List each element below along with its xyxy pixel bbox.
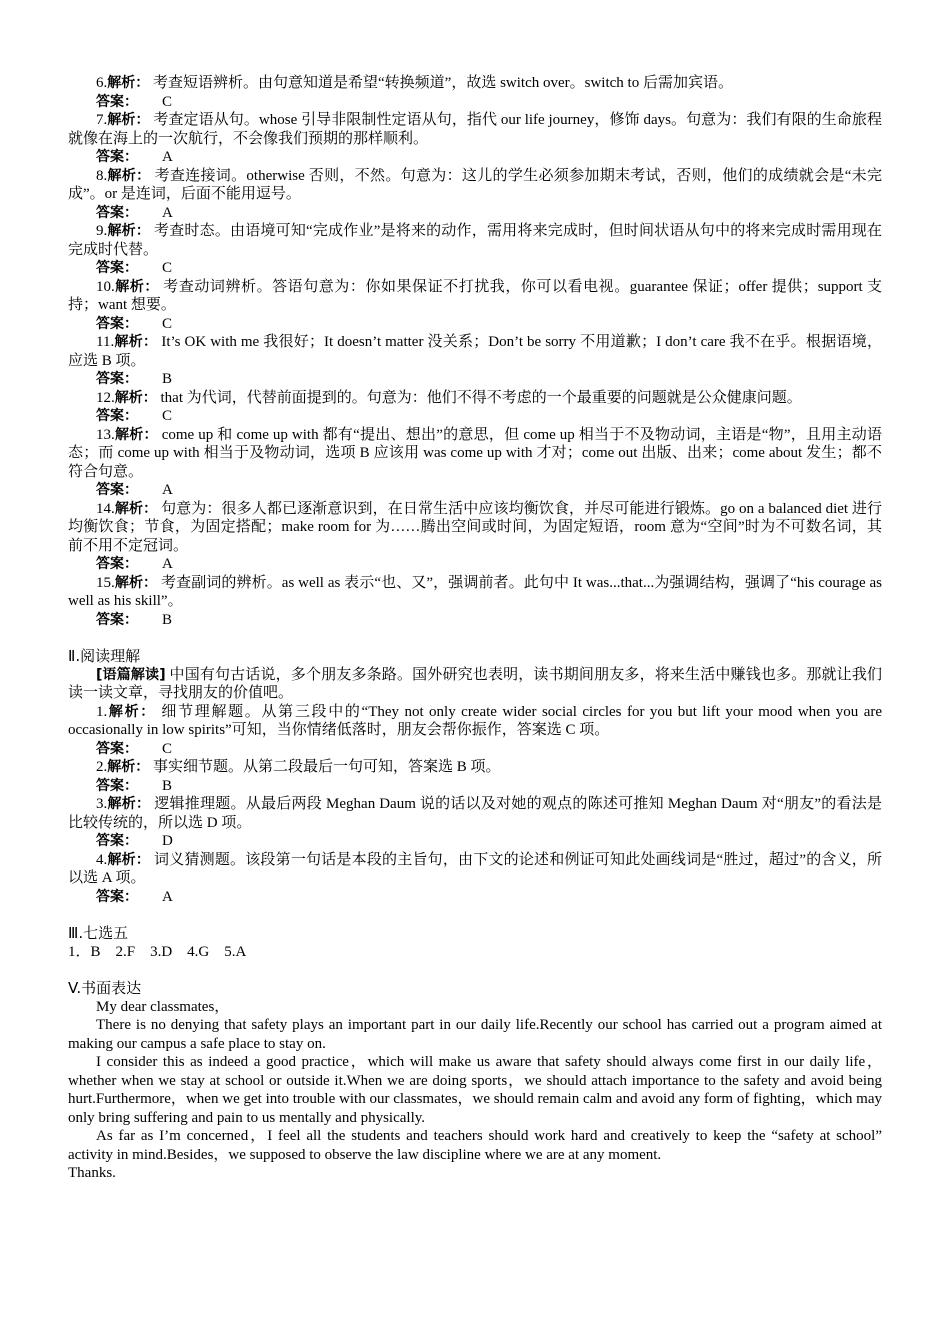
analysis-label: 解析： — [114, 278, 159, 295]
analysis-item — [68, 222, 882, 259]
item-number: 11. — [96, 334, 115, 350]
analysis-label: 解析： — [114, 389, 157, 406]
analysis-text: It’s OK with me 我很好；It doesn’t matter 没关系；Don’t be sorry 不用道歉；I don’t care 我不在乎。根据语境，应选 B 项。 — [68, 334, 883, 369]
letter-paragraph: As far as I’m concerned，I feel all the students and teachers should work hard and creatively to keep the “safety at school” activity in mind.Besides，we supposed to observe the law discipline where we are at any moment. — [68, 1128, 882, 1163]
analysis-label: 解析： — [114, 574, 158, 591]
answer-value: C — [162, 408, 173, 424]
answer-label: 答案： — [96, 888, 138, 905]
analysis-text: 事实细节题。从第二段最后一句可知，答案选 B 项。 — [153, 759, 501, 775]
answer-line — [68, 407, 882, 426]
answer-line — [68, 555, 882, 574]
section-heading: V.书面表达 — [68, 979, 142, 997]
analysis-item — [68, 74, 882, 93]
answer-line — [68, 832, 882, 851]
spacer — [68, 961, 882, 979]
analysis-item — [68, 500, 882, 556]
item-number: 6. — [96, 75, 108, 91]
answer-value: D — [162, 833, 173, 849]
answer-line — [68, 777, 882, 796]
analysis-label: 解析： — [107, 703, 156, 720]
item-number: 14. — [96, 500, 115, 517]
answer-line — [68, 148, 882, 167]
item-number: 13. — [96, 426, 115, 443]
analysis-item — [68, 851, 882, 888]
analysis-item — [68, 111, 882, 148]
analysis-text: 考查时态。由语境可知“完成作业”是将来的动作，需用将来完成时，但时间状语从句中的将来完成时需用现在完成时代替。 — [68, 223, 883, 258]
answer-label: 答案： — [96, 315, 138, 332]
analysis-label: 解析： — [114, 500, 158, 517]
item-number: 7. — [96, 112, 108, 128]
analysis-item — [68, 333, 882, 370]
analysis-text: 细节理解题。从第三段中的“They not only create wider social circles for you but lift your mood when you are occasionally in low spirits”可知，当你情绪低落时，朋友会帮你振作，答案选 C 项。 — [68, 703, 883, 738]
answer-value: A — [162, 556, 173, 572]
answer-value: B — [162, 777, 173, 794]
analysis-label: 解析： — [107, 167, 151, 184]
answer-label: 答案： — [96, 740, 138, 757]
answer-line — [68, 259, 882, 278]
analysis-item — [68, 703, 882, 740]
item-number: 4. — [96, 851, 108, 868]
analysis-item — [68, 795, 882, 832]
analysis-item — [68, 574, 882, 611]
answer-label: 答案： — [96, 371, 138, 387]
answer-label: 答案： — [96, 204, 138, 221]
analysis-label: 解析： — [107, 851, 151, 868]
answer-value: A — [162, 149, 173, 165]
spacer — [68, 906, 882, 924]
answer-line — [68, 740, 882, 759]
item-number: 8. — [96, 167, 108, 184]
answer-label: 答案： — [96, 408, 138, 424]
answer-value: B — [162, 611, 173, 628]
answer-value: A — [162, 204, 173, 221]
analysis-text: 逻辑推理题。从最后两段 Meghan Daum 说的话以及对她的观点的陈述可推知 Meghan Daum 对“朋友”的看法是比较传统的，所以选 D 项。 — [68, 796, 883, 831]
answer-line — [68, 888, 882, 907]
reading-intro — [68, 666, 882, 703]
analysis-label: 解析： — [107, 75, 150, 91]
answer-value: A — [162, 888, 173, 905]
document-page — [68, 74, 882, 1183]
analysis-item — [68, 426, 882, 482]
analysis-item — [68, 389, 882, 408]
item-number: 15. — [96, 574, 115, 591]
answer-value: C — [162, 260, 173, 276]
answer-value: B — [162, 371, 173, 387]
answer-line — [68, 315, 882, 334]
answer-label: 答案： — [96, 260, 138, 276]
writing-section — [68, 979, 882, 1183]
analysis-text: 考查副词的辨析。as well as 表示“也、又”，强调前者。此句中 It was...that...为强调结构，强调了“his courage as well as his skill”。 — [68, 574, 883, 609]
analysis-label: 解析： — [107, 223, 151, 239]
reading-section — [68, 647, 882, 906]
spacer — [68, 629, 882, 647]
letter-closing: Thanks. — [68, 1165, 116, 1181]
analysis-item — [68, 278, 882, 315]
answer-label: 答案： — [96, 611, 138, 628]
item-number: 3. — [96, 796, 108, 812]
seven-answers: 1．B 2.F 3.D 4.G 5.A — [68, 943, 247, 960]
answer-line — [68, 204, 882, 223]
answer-value: C — [162, 740, 173, 757]
analysis-text: 考查动词辨析。答语句意为：你如果保证不打扰我，你可以看电视。guarantee 保证；offer 提供；support 支持；want 想要。 — [68, 278, 883, 313]
analysis-text: come up 和 come up with 都有“提出、想出”的意思，但 come up 相当于不及物动词，主语是“物”，且用主动语态；而 come up with 相当于及物动词，选项 B 应该用 was come up with 才对；come out 出版、出来；come about 发生；都不符合句意。 — [68, 426, 882, 480]
section-heading: Ⅱ.阅读理解 — [68, 647, 141, 665]
answer-label: 答案： — [96, 482, 138, 498]
analysis-text: 考查短语辨析。由句意知道是希望“转换频道”，故选 switch over。switch to 后需加宾语。 — [153, 75, 733, 91]
analysis-text: that 为代词，代替前面提到的。句意为：他们不得不考虑的一个最重要的问题就是公众健康问题。 — [160, 389, 802, 406]
answer-label: 答案： — [96, 833, 138, 849]
analysis-text: 考查连接词。otherwise 否则，不然。句意为：这儿的学生必须参加期末考试，否则，他们的成绩就会是“未完成”。or 是连词，后面不能用逗号。 — [68, 167, 882, 202]
analysis-label: 解析： — [114, 426, 158, 443]
item-number: 1. — [96, 703, 108, 720]
item-number: 2. — [96, 759, 108, 775]
analysis-text: 句意为：很多人都已逐渐意识到，在日常生活中应该均衡饮食，并尽可能进行锻炼。go on a balanced diet 进行均衡饮食；节食，为固定搭配；make room for 为……腾出空间或时间，为固定短语，room 意为“空间”时为不可数名词，其前不用不定冠词。 — [68, 500, 883, 554]
answer-line — [68, 481, 882, 500]
answer-label: 答案： — [96, 777, 138, 794]
answer-label: 答案： — [96, 149, 138, 165]
analysis-label: 解析： — [107, 796, 151, 812]
answer-line — [68, 93, 882, 112]
letter-salutation: My dear classmates， — [96, 998, 230, 1015]
analysis-item — [68, 167, 882, 204]
analysis-section — [68, 74, 882, 629]
item-number: 10. — [96, 278, 115, 295]
analysis-label: 解析： — [107, 759, 150, 775]
answer-value: C — [162, 315, 173, 332]
intro-text: 中国有句古话说，多个朋友多条路。国外研究也表明，读书期间朋友多，将来生活中赚钱也多。那就让我们读一读文章，寻找朋友的价值吧。 — [68, 666, 883, 701]
intro-label: [语篇解读] — [96, 666, 166, 683]
letter-paragraph: There is no denying that safety plays an important part in our daily life.Recently our school has carried out a program aimed at making our campus a safe place to stay on. — [68, 1017, 882, 1052]
answer-line — [68, 611, 882, 630]
item-number: 9. — [96, 223, 108, 239]
seven-choose-five-section — [68, 924, 882, 961]
analysis-label: 解析： — [114, 334, 158, 350]
answer-line — [68, 370, 882, 389]
item-number: 12. — [96, 389, 115, 406]
analysis-label: 解析： — [107, 112, 150, 128]
analysis-text: 考查定语从句。whose 引导非限制性定语从句，指代 our life journey，修饰 days。句意为：我们有限的生命旅程就像在海上的一次航行，不会像我们预期的那样顺利。 — [68, 112, 883, 147]
answer-label: 答案： — [96, 93, 138, 110]
analysis-item — [68, 758, 882, 777]
answer-value: C — [162, 93, 173, 110]
letter-paragraph: I consider this as indeed a good practice，which will make us aware that safety should always come first in our daily life，whether when we stay at school or outside it.When we are doing sports，we should attach importance to the safety and avoid being hurt.Furthermore，when we get into trouble with our classmates，we should remain calm and avoid any form of fighting，which may only bring suffering and pain to us mentally and physically. — [68, 1054, 882, 1126]
section-heading: Ⅲ.七选五 — [68, 924, 129, 942]
answer-label: 答案： — [96, 556, 138, 572]
analysis-text: 词义猜测题。该段第一句话是本段的主旨句，由下文的论述和例证可知此处画线词是“胜过，超过”的含义，所以选 A 项。 — [68, 851, 883, 886]
answer-value: A — [162, 482, 173, 498]
